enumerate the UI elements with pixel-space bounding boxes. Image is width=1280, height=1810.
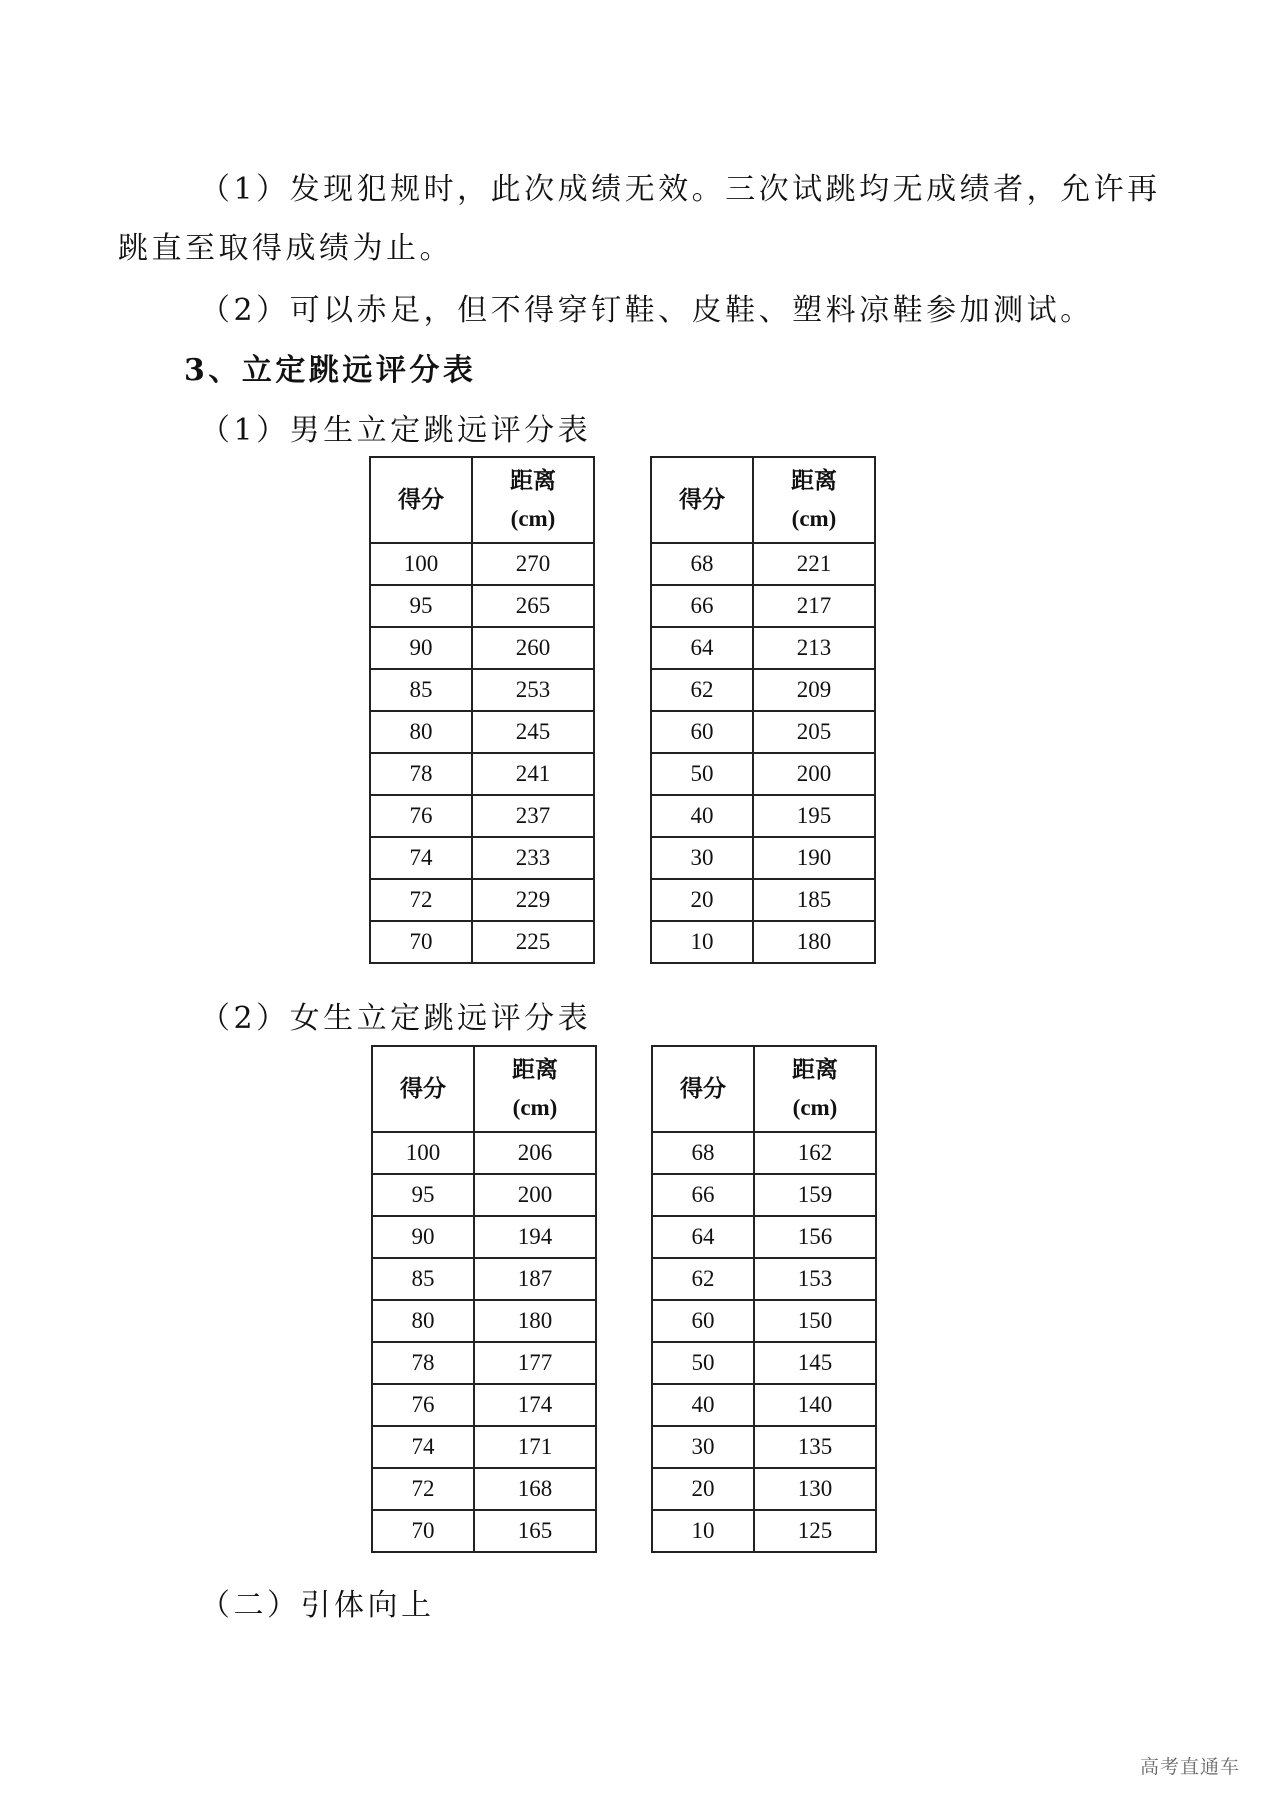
table-row <box>652 1258 876 1300</box>
table-row <box>372 1468 596 1510</box>
distance-cell: 260 <box>472 627 594 669</box>
score-cell: 60 <box>651 711 753 753</box>
header-score: 得分 <box>370 457 472 543</box>
distance-cell: 265 <box>472 585 594 627</box>
table-row <box>372 1300 596 1342</box>
table-row <box>652 1384 876 1426</box>
score-cell: 62 <box>652 1258 754 1300</box>
table-row <box>370 627 594 669</box>
distance-cell: 205 <box>753 711 875 753</box>
table-row <box>370 585 594 627</box>
section-heading: 3、立定跳远评分表 <box>184 353 477 388</box>
distance-cell: 221 <box>753 543 875 585</box>
distance-cell: 233 <box>472 837 594 879</box>
table-row <box>651 711 875 753</box>
header-distance-label: 距离 <box>510 468 556 493</box>
distance-cell: 145 <box>754 1342 876 1384</box>
score-cell: 90 <box>372 1216 474 1258</box>
table-header-row <box>372 1046 596 1132</box>
distance-cell: 135 <box>754 1426 876 1468</box>
boys-table-title: （1）男生立定跳远评分表 <box>200 413 592 448</box>
table-row <box>652 1510 876 1552</box>
table-row <box>651 837 875 879</box>
table-row <box>372 1216 596 1258</box>
score-cell: 66 <box>651 585 753 627</box>
table-row <box>370 879 594 921</box>
next-section-heading: （二）引体向上 <box>200 1588 435 1623</box>
table-row <box>652 1300 876 1342</box>
score-cell: 64 <box>652 1216 754 1258</box>
table-row <box>372 1426 596 1468</box>
boys-score-table-right <box>650 456 876 964</box>
header-distance-unit: (cm) <box>792 1095 838 1120</box>
girls-score-table-right <box>651 1045 877 1553</box>
table-row <box>370 711 594 753</box>
score-cell: 68 <box>652 1132 754 1174</box>
table-row <box>652 1468 876 1510</box>
score-cell: 20 <box>651 879 753 921</box>
distance-cell: 206 <box>474 1132 596 1174</box>
header-distance <box>474 1046 596 1132</box>
score-cell: 85 <box>370 669 472 711</box>
table-row <box>651 669 875 711</box>
table-row <box>652 1426 876 1468</box>
girls-score-table-left <box>371 1045 597 1553</box>
score-cell: 85 <box>372 1258 474 1300</box>
score-cell: 100 <box>370 543 472 585</box>
table-row <box>370 753 594 795</box>
table-row <box>652 1132 876 1174</box>
paragraph-1-line-2: 跳直至取得成绩为止。 <box>118 231 453 266</box>
score-cell: 95 <box>372 1174 474 1216</box>
header-score: 得分 <box>651 457 753 543</box>
score-cell: 100 <box>372 1132 474 1174</box>
header-distance <box>753 457 875 543</box>
score-cell: 30 <box>651 837 753 879</box>
distance-cell: 180 <box>474 1300 596 1342</box>
score-cell: 50 <box>652 1342 754 1384</box>
table-row <box>372 1258 596 1300</box>
score-cell: 76 <box>372 1384 474 1426</box>
distance-cell: 209 <box>753 669 875 711</box>
distance-cell: 253 <box>472 669 594 711</box>
distance-cell: 190 <box>753 837 875 879</box>
score-cell: 66 <box>652 1174 754 1216</box>
paragraph-1-line-1: （1）发现犯规时，此次成绩无效。三次试跳均无成绩者，允许再 <box>200 172 1161 207</box>
header-distance-label: 距离 <box>792 1057 838 1082</box>
score-cell: 10 <box>652 1510 754 1552</box>
score-cell: 20 <box>652 1468 754 1510</box>
score-cell: 60 <box>652 1300 754 1342</box>
distance-cell: 187 <box>474 1258 596 1300</box>
distance-cell: 156 <box>754 1216 876 1258</box>
distance-cell: 225 <box>472 921 594 963</box>
score-cell: 72 <box>372 1468 474 1510</box>
header-distance-unit: (cm) <box>791 506 837 531</box>
score-cell: 10 <box>651 921 753 963</box>
header-distance-label: 距离 <box>512 1057 558 1082</box>
table-row <box>372 1174 596 1216</box>
table-header-row <box>370 457 594 543</box>
distance-cell: 245 <box>472 711 594 753</box>
score-cell: 68 <box>651 543 753 585</box>
table-row <box>372 1384 596 1426</box>
table-header-row <box>652 1046 876 1132</box>
score-cell: 64 <box>651 627 753 669</box>
watermark: 高考直通车 <box>1140 1756 1241 1778</box>
distance-cell: 125 <box>754 1510 876 1552</box>
table-row <box>370 921 594 963</box>
distance-cell: 162 <box>754 1132 876 1174</box>
table-row <box>651 879 875 921</box>
score-cell: 62 <box>651 669 753 711</box>
score-cell: 50 <box>651 753 753 795</box>
score-cell: 95 <box>370 585 472 627</box>
score-cell: 78 <box>370 753 472 795</box>
score-cell: 80 <box>370 711 472 753</box>
distance-cell: 217 <box>753 585 875 627</box>
distance-cell: 213 <box>753 627 875 669</box>
header-distance <box>472 457 594 543</box>
score-cell: 70 <box>372 1510 474 1552</box>
table-row <box>651 795 875 837</box>
header-distance-unit: (cm) <box>512 1095 558 1120</box>
score-cell: 72 <box>370 879 472 921</box>
header-score: 得分 <box>372 1046 474 1132</box>
score-cell: 90 <box>370 627 472 669</box>
distance-cell: 171 <box>474 1426 596 1468</box>
score-cell: 70 <box>370 921 472 963</box>
table-row <box>372 1342 596 1384</box>
table-row <box>652 1174 876 1216</box>
distance-cell: 165 <box>474 1510 596 1552</box>
table-row <box>651 753 875 795</box>
table-row <box>372 1132 596 1174</box>
score-cell: 80 <box>372 1300 474 1342</box>
paragraph-2: （2）可以赤足，但不得穿钉鞋、皮鞋、塑料凉鞋参加测试。 <box>200 293 1094 328</box>
table-row <box>651 585 875 627</box>
girls-table-title: （2）女生立定跳远评分表 <box>200 1001 592 1036</box>
distance-cell: 200 <box>753 753 875 795</box>
distance-cell: 159 <box>754 1174 876 1216</box>
distance-cell: 200 <box>474 1174 596 1216</box>
distance-cell: 229 <box>472 879 594 921</box>
score-cell: 40 <box>652 1384 754 1426</box>
distance-cell: 130 <box>754 1468 876 1510</box>
distance-cell: 195 <box>753 795 875 837</box>
table-row <box>372 1510 596 1552</box>
distance-cell: 174 <box>474 1384 596 1426</box>
header-distance-unit: (cm) <box>510 506 556 531</box>
distance-cell: 177 <box>474 1342 596 1384</box>
table-row <box>652 1342 876 1384</box>
distance-cell: 153 <box>754 1258 876 1300</box>
table-row <box>370 837 594 879</box>
distance-cell: 194 <box>474 1216 596 1258</box>
score-cell: 30 <box>652 1426 754 1468</box>
distance-cell: 270 <box>472 543 594 585</box>
score-cell: 40 <box>651 795 753 837</box>
table-row <box>370 543 594 585</box>
distance-cell: 180 <box>753 921 875 963</box>
score-cell: 76 <box>370 795 472 837</box>
table-row <box>651 543 875 585</box>
table-row <box>651 627 875 669</box>
distance-cell: 168 <box>474 1468 596 1510</box>
table-row <box>651 921 875 963</box>
table-header-row <box>651 457 875 543</box>
distance-cell: 150 <box>754 1300 876 1342</box>
header-distance-label: 距离 <box>791 468 837 493</box>
score-cell: 74 <box>370 837 472 879</box>
table-row <box>652 1216 876 1258</box>
boys-score-table-left <box>369 456 595 964</box>
table-row <box>370 795 594 837</box>
header-score: 得分 <box>652 1046 754 1132</box>
header-distance <box>754 1046 876 1132</box>
distance-cell: 241 <box>472 753 594 795</box>
distance-cell: 237 <box>472 795 594 837</box>
table-row <box>370 669 594 711</box>
distance-cell: 140 <box>754 1384 876 1426</box>
score-cell: 78 <box>372 1342 474 1384</box>
score-cell: 74 <box>372 1426 474 1468</box>
distance-cell: 185 <box>753 879 875 921</box>
